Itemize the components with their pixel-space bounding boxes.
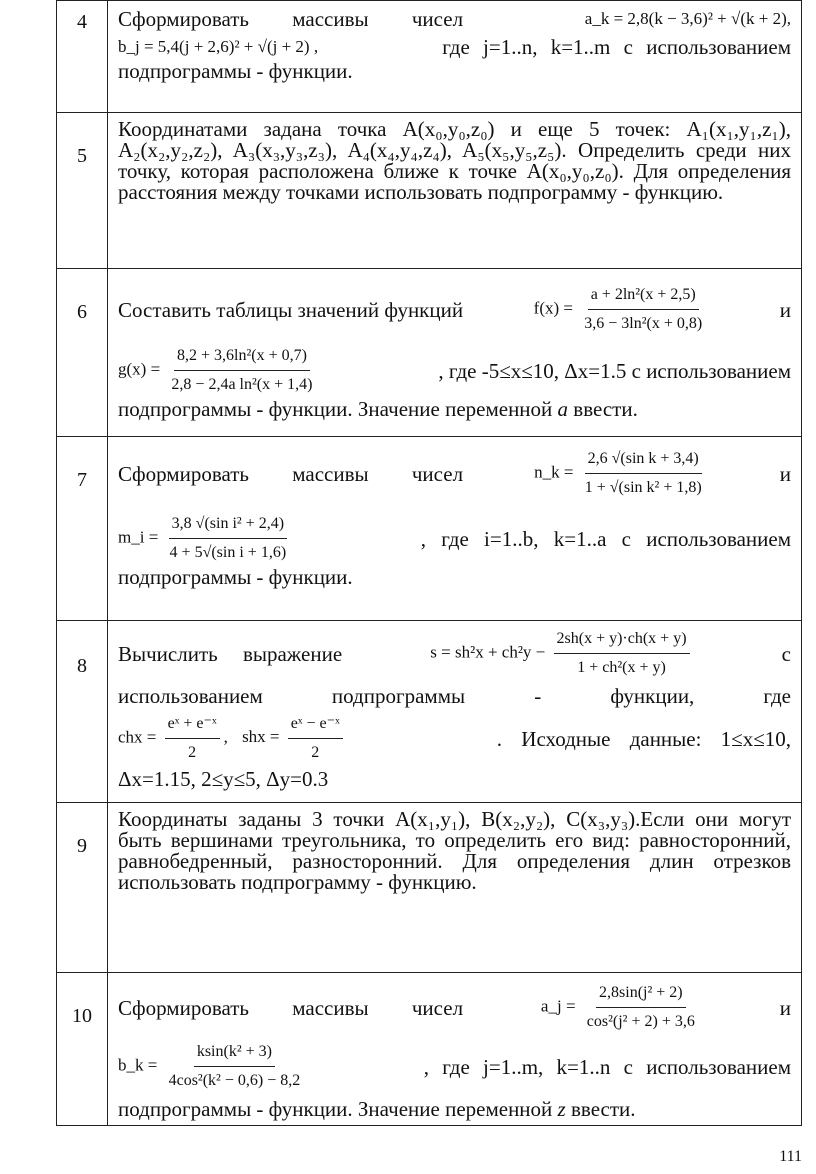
task-text: ввести. bbox=[570, 1097, 636, 1121]
tasks-table bbox=[56, 0, 802, 1126]
task-text: Сформировать массивы чисел bbox=[118, 7, 464, 31]
task-number-cell bbox=[57, 973, 108, 1126]
task-number-cell bbox=[57, 803, 108, 973]
denominator: 1 + √(sin k² + 1,8) bbox=[584, 479, 702, 496]
formula-b bbox=[118, 1040, 307, 1093]
task-text: , где -5≤x≤10, Δx=1.5 с использованием bbox=[438, 358, 791, 383]
task-number-cell bbox=[57, 269, 108, 437]
task-number-cell bbox=[57, 621, 108, 803]
formula-label: s = sh²x + ch²y − bbox=[430, 642, 546, 662]
formula-a: a_k = 2,8(k − 3,6)² + √(k + 2), bbox=[584, 9, 791, 28]
task-row-8 bbox=[57, 621, 802, 803]
task-row-4 bbox=[57, 1, 802, 113]
numerator: eˣ + e⁻ˣ bbox=[165, 712, 220, 739]
denominator: 2 bbox=[311, 744, 320, 761]
task-number-cell bbox=[57, 113, 108, 269]
task-number: 6 bbox=[77, 301, 87, 323]
fraction bbox=[166, 1040, 304, 1093]
page-number: 111 bbox=[779, 1148, 802, 1165]
denominator: 4cos²(k² − 0,6) − 8,2 bbox=[168, 1072, 301, 1089]
numerator: 3,8 √(sin i² + 2,4) bbox=[169, 512, 287, 539]
variable: a bbox=[557, 397, 569, 421]
formula-label: shx = bbox=[242, 727, 280, 747]
fraction bbox=[554, 627, 690, 680]
task-text: и bbox=[779, 995, 791, 1020]
task-row-7 bbox=[57, 437, 802, 621]
task-text: использованием подпрограммы - функции, где bbox=[118, 684, 791, 708]
task-text: , где i=1..b, k=1..a с использованием bbox=[420, 526, 791, 551]
task-row-6 bbox=[57, 269, 802, 437]
denominator: cos²(j² + 2) + 3,6 bbox=[586, 1013, 695, 1030]
task-text: . Исходные данные: 1≤x≤10, bbox=[496, 726, 791, 751]
task-text: подпрограммы - функции. Значение переменной bbox=[118, 1097, 553, 1121]
task-row-9 bbox=[57, 803, 802, 973]
task-text: подпрограммы - функции. bbox=[118, 59, 353, 83]
task-row-10 bbox=[57, 973, 802, 1126]
formula-g bbox=[118, 344, 319, 397]
task-text-line bbox=[118, 397, 791, 421]
task-text: Сформировать массивы чисел bbox=[118, 995, 464, 1020]
task-text-cell bbox=[108, 973, 802, 1126]
denominator: 2,8 − 2,4a ln²(x + 1,4) bbox=[171, 376, 313, 393]
task-number: 7 bbox=[77, 469, 87, 491]
task-number: 4 bbox=[77, 11, 87, 33]
formula-label: n_k = bbox=[534, 462, 574, 482]
denominator: 4 + 5√(sin i + 1,6) bbox=[169, 544, 287, 561]
formula-f bbox=[534, 283, 710, 336]
task-text: подпрограммы - функции. bbox=[118, 565, 353, 589]
denominator: 1 + ch²(x + y) bbox=[577, 659, 666, 676]
task-number: 5 bbox=[77, 145, 87, 167]
fraction bbox=[288, 712, 343, 765]
task-text: и bbox=[779, 461, 791, 486]
task-text: и bbox=[779, 297, 791, 322]
task-text: Сформировать массивы чисел bbox=[118, 461, 464, 486]
formula-n bbox=[534, 447, 709, 500]
task-text: ввести. bbox=[573, 397, 638, 421]
fraction bbox=[168, 344, 315, 397]
formula-label: f(x) = bbox=[533, 298, 573, 318]
denominator: 2 bbox=[188, 744, 197, 761]
formula-a bbox=[541, 981, 702, 1034]
fraction bbox=[582, 447, 705, 500]
task-number-cell bbox=[57, 437, 108, 621]
task-number: 10 bbox=[72, 1005, 92, 1027]
task-text: , где j=1..m, k=1..n с использованием bbox=[423, 1054, 791, 1079]
numerator: ksin(k² + 3) bbox=[194, 1040, 275, 1067]
task-number: 9 bbox=[77, 835, 87, 857]
task-row-5 bbox=[57, 113, 802, 269]
formula-m bbox=[118, 512, 293, 565]
variable: z bbox=[557, 1097, 566, 1121]
numerator: a + 2ln²(x + 2,5) bbox=[588, 283, 699, 310]
fraction bbox=[167, 512, 290, 565]
task-text: где j=1..n, k=1..m с использованием bbox=[442, 35, 791, 59]
task-text-line bbox=[118, 1097, 791, 1121]
formula-label: chx = bbox=[118, 727, 157, 747]
formula-label: a_j = bbox=[540, 996, 576, 1016]
task-text-cell bbox=[108, 269, 802, 437]
formula-b: b_j = 5,4(j + 2,6)² + √(j + 2) , bbox=[118, 37, 319, 56]
formula-label: b_k = bbox=[118, 1055, 158, 1075]
numerator: 2,6 √(sin k + 3,4) bbox=[585, 447, 702, 474]
fraction bbox=[581, 283, 705, 336]
task-text-cell bbox=[108, 1, 802, 113]
task-text-cell bbox=[108, 621, 802, 803]
task-text-cell bbox=[108, 437, 802, 621]
formula-s bbox=[430, 627, 693, 680]
fraction bbox=[584, 981, 698, 1034]
task-text: Составить таблицы значений функций bbox=[118, 297, 464, 322]
task-text: с bbox=[781, 641, 791, 666]
task-text: Δx=1.15, 2≤y≤5, Δy=0.3 bbox=[118, 767, 329, 791]
numerator: eˣ − e⁻ˣ bbox=[288, 712, 343, 739]
denominator: 3,6 − 3ln²(x + 0,8) bbox=[584, 315, 703, 332]
numerator: 2sh(x + y)·ch(x + y) bbox=[554, 627, 690, 654]
task-text: Координаты заданы 3 точки A(x₁,y₁), B(x₂,y₂), C(x₃,y₃).Если они могут быть вершинами треугольника, то определить его вид: равносторонний, равнобедренный, разносторонний. Для определения длин отрезков использовать подпрограмму - функцию. bbox=[108, 803, 802, 973]
task-text: подпрограммы - функции. Значение переменной bbox=[118, 397, 553, 421]
task-number-cell bbox=[57, 1, 108, 113]
task-text: Вычислить выражение bbox=[118, 641, 343, 666]
numerator: 2,8sin(j² + 2) bbox=[596, 981, 686, 1008]
task-text: Координатами задана точка A(x₀,y₀,z₀) и еще 5 точек: A₁(x₁,y₁,z₁), A₂(x₂,y₂,z₂), A₃(x₃,y₃,z₃), A₄(x₄,y₄,z₄), A₅(x₅,y₅,z₅). Определить среди них точку, которая расположена ближе к точке A(x₀,y₀,z₀). Для определения расстояния между точками использовать подпрограмму - функцию. bbox=[108, 113, 802, 269]
numerator: 8,2 + 3,6ln²(x + 0,7) bbox=[174, 344, 310, 371]
formula-label: m_i = bbox=[118, 527, 159, 547]
fraction bbox=[165, 712, 220, 765]
formula-ch: chx = $\frac{\text{eˣ + e⁻ˣ}}{2}$ , shx = $\frac{\text{eˣ − e⁻ˣ}}{2}$ bbox=[118, 712, 347, 765]
formula-label: g(x) = bbox=[118, 359, 161, 379]
task-number: 8 bbox=[77, 655, 87, 677]
